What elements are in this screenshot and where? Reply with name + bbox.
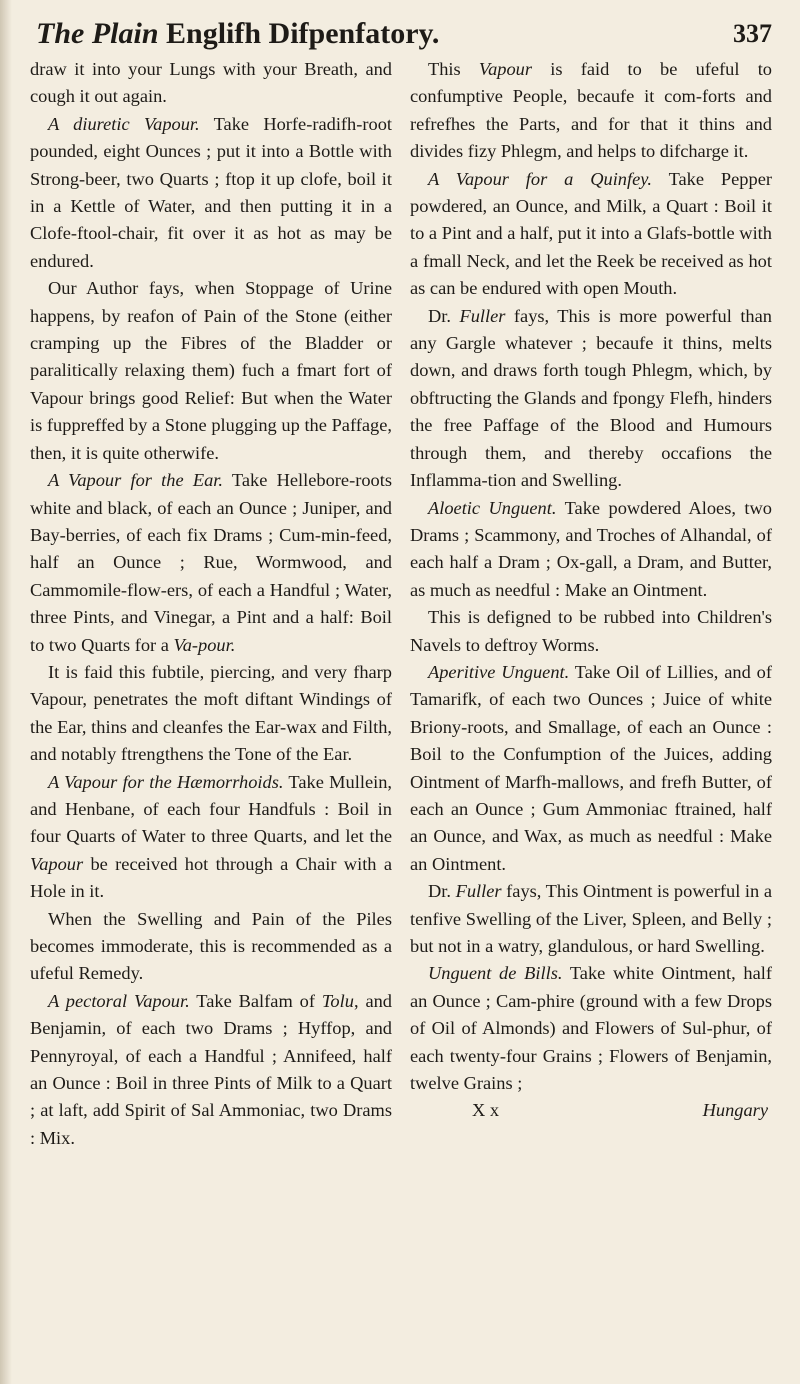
- paragraph: [30, 56, 392, 111]
- text-run: Take Hellebore-roots white and black, of each an Ounce ; Juniper, and Bay-berries, of each fix Drams ; Cum-min-feed, half an Ounce ; Rue, Wormwood, and Cammomile-flow-ers, of each a Handful ; Water, three Pints, and Vinegar, a Pint and a half: Boil to two Quarts for a: [30, 470, 392, 655]
- italic-run: A diuretic Vapour.: [48, 113, 200, 134]
- text-run: be received hot through a Chair with a Hole in it.: [30, 853, 392, 902]
- italic-run: Fuller: [455, 881, 502, 902]
- italic-run: A Vapour for the Ear.: [48, 470, 223, 491]
- text-run: Dr.: [428, 881, 456, 902]
- header-title: Englifh Difpenfatory.: [166, 17, 440, 50]
- paragraph: [410, 604, 772, 659]
- text-run: This is defigned to be rubbed into Children's Navels to deftroy Worms.: [410, 607, 772, 655]
- paragraph: [410, 659, 772, 878]
- paragraph: [30, 467, 392, 659]
- text-run: Take white Ointment, half an Ounce ; Cam-phire (ground with a few Drops of Oil of Almonds) and Flowers of Sul-phur, of each twenty-four Grains ; Flowers of Benjamin, twelve Grains ;: [410, 963, 772, 1094]
- paragraph: [30, 111, 392, 275]
- italic-run: A Vapour for the Hæmorrhoids.: [48, 771, 284, 792]
- text-run: Take Mullein, and Henbane, of each four Handfuls : Boil in four Quarts of Water to three Quarts, and let the: [30, 771, 393, 847]
- paragraph: [30, 275, 392, 467]
- page-gutter-shadow: [0, 0, 12, 1384]
- italic-run: Vapour: [478, 59, 533, 79]
- text-run: Take Pepper powdered, an Ounce, and Milk, a Quart : Boil it to a Pint and a half, put it into a Glafs-bottle with a fmall Neck, and let the Reek be received as hot as can be endured with open Mouth.: [410, 168, 772, 299]
- page-number: 337: [733, 19, 772, 48]
- right-column: [410, 56, 772, 1125]
- right-column-body: [410, 56, 772, 1097]
- page-footer: [410, 1097, 772, 1124]
- paragraph: [410, 303, 772, 495]
- paragraph: [30, 769, 392, 906]
- text-run: This: [428, 59, 479, 79]
- text-run: Take Balfam of: [189, 990, 322, 1011]
- left-column: [30, 56, 392, 1152]
- paragraph: [410, 960, 772, 1097]
- text-run: draw it into your Lungs with your Breath, and cough it out again.: [30, 59, 392, 107]
- italic-run: Aloetic Unguent.: [428, 497, 557, 518]
- italic-run: Aperitive Unguent.: [428, 661, 570, 682]
- text-run: It is faid this fubtile, piercing, and very fharp Vapour, penetrates the moft diftant Windings of the Ear, thins and cleanfes the Ear-wax and Filth, and notably ftrengthens the Tone of the Ear.: [30, 661, 392, 765]
- text-run: Take Oil of Lillies, and of Tamarifk, of each two Ounces ; Juice of white Briony-roots, and Smallage, of each an Ounce : Boil to the Confumption of the Juices, adding Ointment of Marfh-mallows, and frefh Butter, of each an Ounce ; Gum Ammoniac ftrained, half an Ounce, and Wax, as much as needful : Make an Ointment.: [410, 661, 772, 874]
- text-run: fays, This Ointment is powerful in a tenfive Swelling of the Liver, Spleen, and Belly ; but not in a watry, glandulous, or hard Swelling.: [410, 881, 772, 956]
- signature-mark: X x: [472, 1100, 500, 1121]
- italic-run: Va-pour.: [173, 634, 236, 655]
- header-title-italic: The Plain: [36, 17, 159, 50]
- paragraph: [30, 906, 392, 988]
- italic-run: A pectoral Vapour.: [48, 990, 190, 1011]
- italic-run: Fuller: [459, 305, 506, 326]
- paragraph: [30, 988, 392, 1152]
- text-run: Dr.: [428, 305, 460, 326]
- paragraph: [410, 495, 772, 605]
- text-run: Take powdered Aloes, two Drams ; Scammony, and Troches of Alhandal, of each half a Dram ; Ox-gall, a Dram, and Butter, as much as needful : Make an Ointment.: [410, 497, 772, 600]
- text-run: fays, This is more powerful than any Gargle whatever ; becaufe it thins, melts down, and draws forth tough Phlegm, which, by obftructing the Glands and fpongy Flefh, hinders the free Paffage of the Blood and Humours through them, and thereby occafions the Inflamma-tion and Swelling.: [410, 305, 772, 491]
- text-run: Our Author fays, when Stoppage of Urine happens, by reafon of Pain of the Stone (either cramping up the Fibres of the Bladder or paralitically relaxing them) fuch a fmart fort of Vapour brings good Relief: But when the Water is fuppreffed by a Stone plugging up the Paffage, then, it is quite otherwife.: [30, 278, 392, 463]
- paragraph: [410, 166, 772, 303]
- text-run: , and Benjamin, of each two Drams ; Hyffop, and Pennyroyal, of each a Handful ; Annifeed, half an Ounce : Boil in three Pints of Milk to a Quart ; at laft, add Spirit of Sal Ammoniac, two Drams : Mix.: [30, 990, 392, 1148]
- text-run: is faid to be ufeful to confumptive People, becaufe it com-forts and refrefhes the Parts, and for that it thins and divides fizy Phlegm, and helps to difcharge it.: [410, 59, 772, 162]
- text-run: When the Swelling and Pain of the Piles becomes immoderate, this is recommended as a ufeful Remedy.: [30, 908, 392, 984]
- italic-run: Vapour: [30, 853, 84, 874]
- italic-run: A Vapour for a Quinfey.: [428, 168, 653, 189]
- paragraph: [410, 56, 772, 166]
- paragraph: [410, 878, 772, 960]
- italic-run: Tolu: [321, 990, 354, 1011]
- catchword: Hungary: [702, 1100, 768, 1121]
- text-run: Take Horfe-radifh-root pounded, eight Ounces ; put it into a Bottle with Strong-beer, two Quarts ; ftop it up clofe, boil it in a Kettle of Water, and then putting it in a Clofe-ftool-chair, fit over it as hot as may be endured.: [30, 113, 392, 271]
- italic-run: Unguent de Bills.: [428, 963, 563, 984]
- running-header: [36, 14, 772, 54]
- paragraph: [30, 659, 392, 769]
